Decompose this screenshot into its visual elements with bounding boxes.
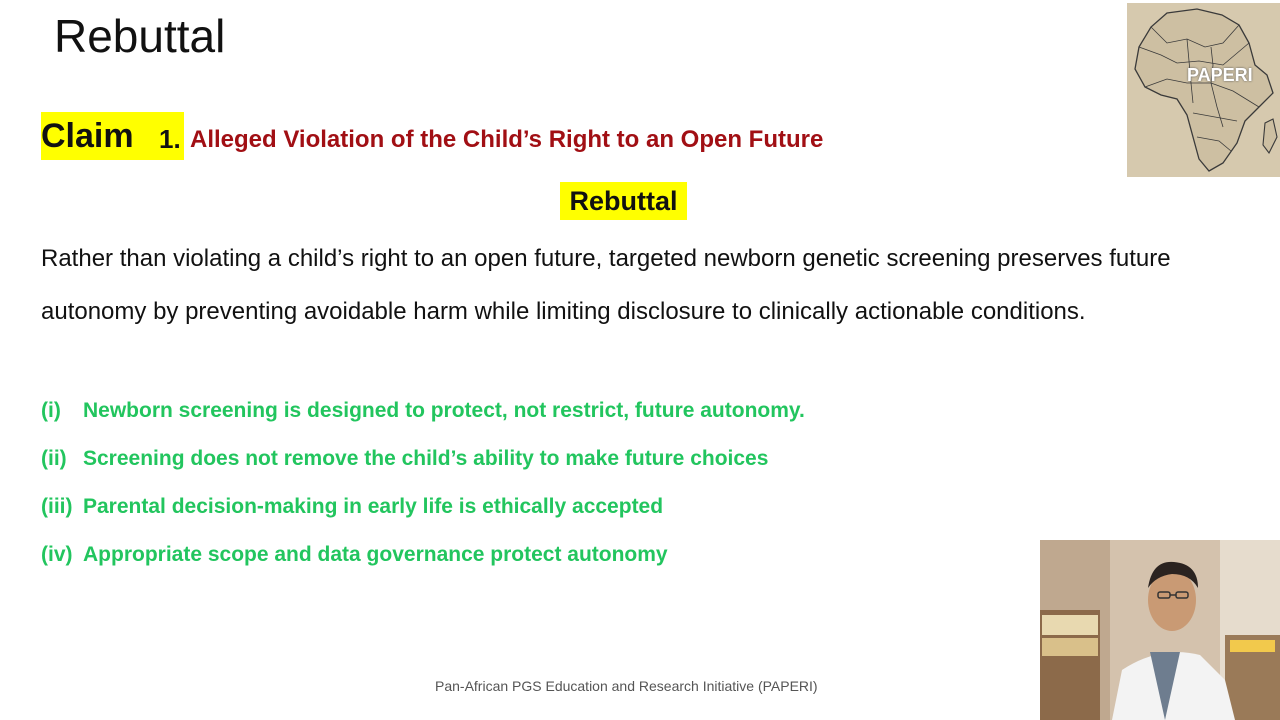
- point-item: [41, 490, 663, 524]
- point-number: (iv): [41, 543, 73, 566]
- point-number: (i): [41, 399, 61, 422]
- point-number: (iii): [41, 495, 73, 518]
- claim-label: Claim: [41, 112, 184, 160]
- claim-number: 1.: [159, 124, 181, 154]
- point-text: Parental decision-making in early life is ethically accepted: [83, 495, 664, 518]
- point-item: [41, 538, 668, 572]
- point-text: Appropriate scope and data governance protect autonomy: [83, 543, 668, 566]
- logo-label: PAPERI: [1187, 65, 1253, 85]
- presenter-video-icon: [1040, 540, 1280, 720]
- paperi-logo: [1127, 3, 1280, 177]
- africa-map-icon: [1127, 3, 1280, 177]
- rebuttal-heading: Rebuttal: [560, 182, 687, 220]
- point-text: Newborn screening is designed to protect, not restrict, future autonomy.: [83, 399, 805, 422]
- point-item: [41, 394, 805, 428]
- point-item: [41, 442, 768, 476]
- slide-footer: Pan-African PGS Education and Research Initiative (PAPERI): [435, 678, 818, 694]
- rebuttal-body: Rather than violating a child’s right to an open future, targeted newborn genetic screening preserves future autonomy by preventing avoidable harm while limiting disclosure to clinically actionable conditions.: [41, 245, 1171, 325]
- point-text: Screening does not remove the child’s ability to make future choices: [83, 447, 769, 470]
- claim-text: Alleged Violation of the Child’s Right to an Open Future: [190, 126, 824, 153]
- point-number: (ii): [41, 447, 67, 470]
- slide-title: Rebuttal: [54, 10, 226, 62]
- presenter-webcam: [1040, 540, 1280, 720]
